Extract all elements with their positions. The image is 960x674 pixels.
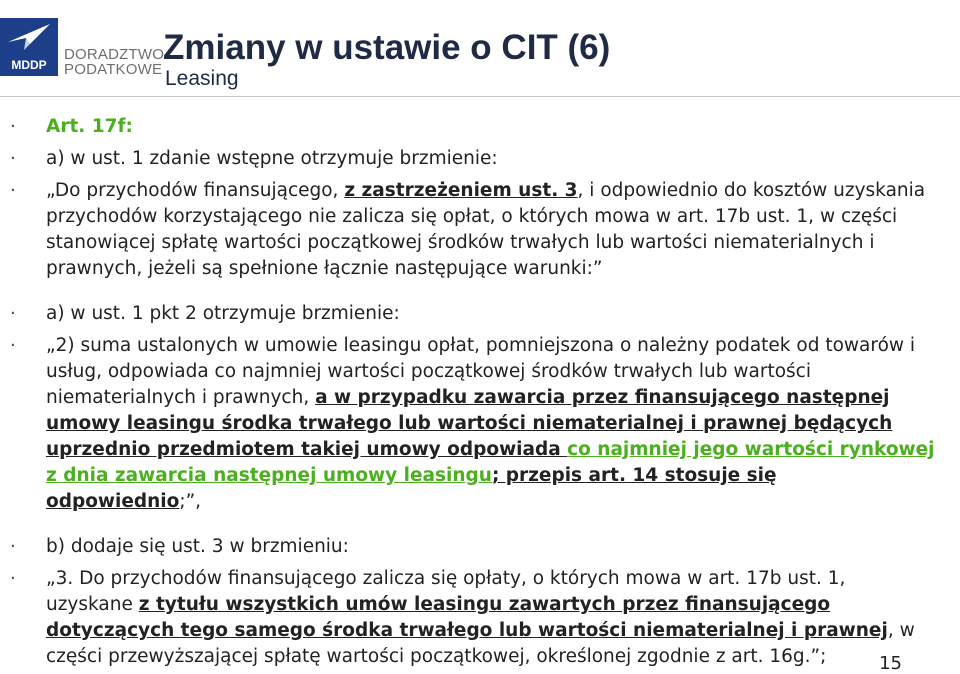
page-subtitle: Leasing (165, 67, 239, 90)
emphasis-text: z zastrzeżeniem ust. 3 (344, 180, 578, 201)
item-text: ;”, (179, 491, 202, 512)
slide-header (0, 0, 960, 96)
logo-mark: MDDP (11, 58, 47, 72)
emphasis-text: ; przepis art. 14 stosuje się odpowiednio (46, 465, 777, 512)
item-text: „3. Do przychodów finansującego zalicza się opłaty, o których mowa w art. 17b ust. 1, uzyskane (46, 568, 846, 615)
logo-text (64, 47, 164, 77)
list-item (0, 178, 960, 282)
header-divider (0, 96, 960, 97)
item-text: a) w ust. 1 pkt 2 otrzymuje brzmienie: (46, 303, 400, 324)
page-number: 15 (879, 653, 902, 674)
bullet-icon: · (10, 180, 16, 201)
bullet-icon: · (10, 148, 16, 169)
list-item (0, 114, 960, 140)
item-text: , w części przewyższającej spłatę wartości początkowej, określonej zgodnie z art. 16g.”; (46, 620, 915, 667)
emphasis-green-text: co najmniej jego wartości rynkowej z dnia zawarcia następnej umowy leasingu (46, 439, 935, 486)
logo-line-2: PODATKOWE (64, 61, 163, 78)
item-text: „2) suma ustalonych w umowie leasingu opłat, pomniejszona o należny podatek od towarów i usług, odpowiada co najmniej wartości początkowej środków trwałych lub wartości niematerialnych i prawnych, (46, 335, 916, 408)
emphasis-text: z tytułu wszystkich umów leasingu zawartych przez finansującego dotyczących tego samego środka trwałego lub wartości niematerialnej i prawnej (46, 594, 888, 641)
list-item (0, 301, 960, 327)
bullet-icon: · (10, 116, 16, 137)
article-heading: Art. 17f: (46, 116, 133, 137)
item-text: b) dodaje się ust. 3 w brzmieniu: (46, 536, 349, 557)
bullet-icon: · (10, 303, 16, 324)
logo-line-1: DORADZTWO (64, 46, 165, 63)
list-item (0, 566, 960, 670)
item-text: a) w ust. 1 zdanie wstępne otrzymuje brzmienie: (46, 148, 498, 169)
list-item (0, 534, 960, 560)
item-text: , i odpowiednio do kosztów uzyskania przychodów korzystającego nie zalicza się opłat, o których mowa w art. 17b ust. 1, w części stanowiącej spłatę wartości początkowej środków trwałych lub wartości niematerialnych i prawnych, jeżeli są spełnione łącznie następujące warunki:” (46, 180, 926, 279)
item-text: „Do przychodów finansującego, (46, 180, 345, 201)
mddp-logo (0, 18, 58, 76)
page-title: Zmiany w ustawie o CIT (6) (163, 28, 611, 67)
slide-content (0, 114, 960, 670)
emphasis-text: a w przypadku zawarcia przez finansującego następnej umowy leasingu środka trwałego lub wartości niematerialnej i prawnej będących uprzednio przedmiotem takiej umowy odpowiada (46, 387, 893, 460)
bullet-icon: · (10, 335, 16, 356)
bullet-icon: · (10, 536, 16, 557)
list-item (0, 146, 960, 172)
plane-icon (6, 20, 52, 54)
bullet-icon: · (10, 568, 16, 589)
list-item (0, 333, 960, 515)
